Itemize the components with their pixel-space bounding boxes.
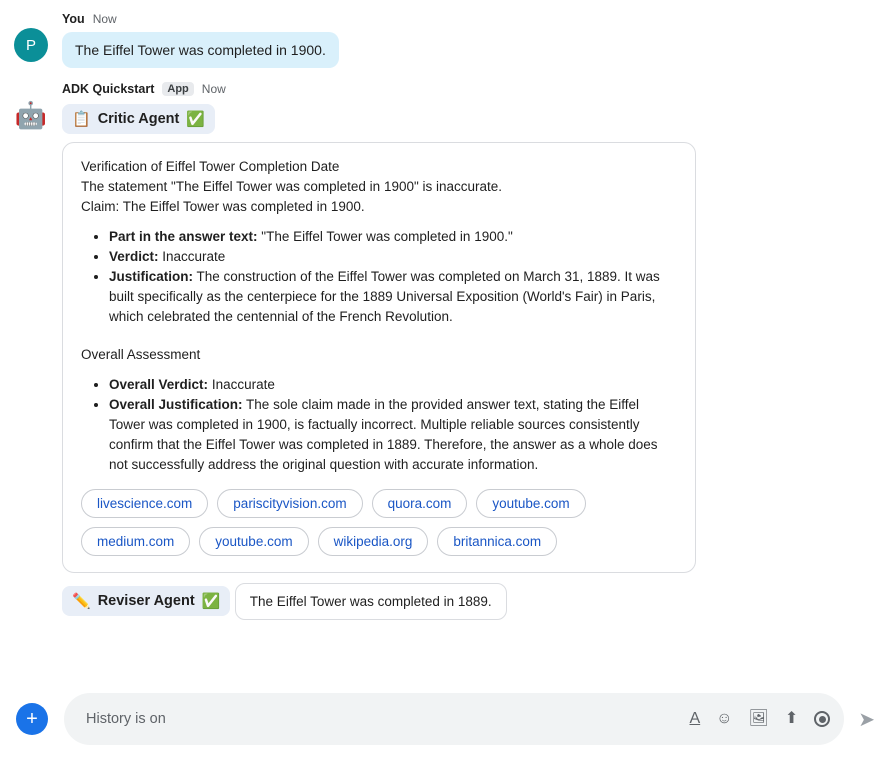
source-chip[interactable]: pariscityvision.com [217, 489, 362, 518]
user-message-meta [62, 10, 339, 28]
app-timestamp: Now [201, 82, 226, 96]
source-chip[interactable]: livescience.com [81, 489, 208, 518]
bullet-text: The sole claim made in the provided answer text, stating the Eiffel Tower was completed in 1900, is factually incorrect. Multiple reliable sources consistently confirm that the Eiffel Tower was completed in 1889. Therefore, the answer as a whole does not successfully address the original question with accurate information. [109, 397, 658, 472]
card-heading: Verification of Eiffel Tower Completion Date [81, 159, 340, 174]
send-icon[interactable]: ➤ [858, 708, 875, 731]
source-chip[interactable]: medium.com [81, 527, 190, 556]
message-input[interactable] [84, 710, 682, 728]
user-timestamp: Now [92, 12, 117, 26]
source-chip-list [81, 489, 681, 556]
critic-agent-card [62, 142, 696, 573]
critic-agent-label: Critic Agent [97, 111, 180, 127]
source-chip[interactable]: britannica.com [437, 527, 557, 556]
check-mark-icon: ✅ [186, 111, 206, 128]
bullet-text: The construction of the Eiffel Tower was completed on March 31, 1889. It was built specifically as the centerpiece for the 1889 Universal Exposition (World's Fair) in Paris, which celebrated the centennial of the French Revolution. [109, 269, 660, 324]
emoji-icon[interactable]: ☺ [716, 710, 733, 727]
user-message [0, 6, 891, 68]
reviser-agent-text: The Eiffel Tower was completed in 1889. [235, 583, 507, 620]
source-chip[interactable]: youtube.com [199, 527, 308, 556]
composer-input-wrapper[interactable] [64, 693, 844, 745]
bullet-label: Justification: [109, 269, 194, 284]
clipboard-icon: 📋 [72, 111, 91, 128]
list-item [109, 395, 677, 475]
list-item [109, 267, 677, 327]
critic-agent-header [62, 104, 215, 134]
app-message [0, 68, 891, 620]
composer-tool-icons [690, 711, 831, 728]
text-format-icon[interactable]: A [689, 710, 701, 727]
robot-icon: 🤖 [14, 100, 48, 130]
sticker-icon[interactable]: 🖼 [748, 710, 769, 727]
card-line-1: The statement "The Eiffel Tower was completed in 1900" is inaccurate. [81, 179, 503, 194]
message-composer [0, 679, 891, 759]
bullet-label: Overall Verdict: [109, 377, 209, 392]
list-item [109, 375, 677, 395]
app-name: ADK Quickstart [62, 82, 155, 96]
bullet-text: Inaccurate [158, 249, 226, 264]
pencil-icon: ✏️ [72, 593, 91, 610]
card-line-2: Claim: The Eiffel Tower was completed in 1900. [81, 199, 365, 214]
source-chip[interactable]: quora.com [372, 489, 468, 518]
avatar: P [14, 28, 48, 62]
claim-bullet-list [81, 227, 677, 327]
reviser-agent-header [62, 586, 230, 616]
user-message-text: The Eiffel Tower was completed in 1900. [62, 32, 339, 68]
bullet-label: Verdict: [109, 249, 159, 264]
list-item [109, 227, 677, 247]
bullet-label: Part in the answer text: [109, 229, 258, 244]
source-chip[interactable]: youtube.com [476, 489, 585, 518]
app-badge: App [162, 82, 193, 96]
upload-icon[interactable]: ⬆ [784, 710, 799, 727]
overall-assessment-title: Overall Assessment [81, 347, 201, 362]
overall-bullet-list [81, 375, 677, 475]
bullet-text: Inaccurate [208, 377, 275, 392]
app-message-meta [62, 80, 702, 98]
user-name: You [62, 12, 85, 26]
list-item [109, 247, 677, 267]
bullet-label: Overall Justification: [109, 397, 243, 412]
source-chip[interactable]: wikipedia.org [318, 527, 429, 556]
user-message-body [62, 10, 339, 68]
record-icon[interactable] [814, 711, 830, 728]
check-mark-icon: ✅ [201, 593, 221, 610]
add-attachment-button[interactable]: + [16, 703, 48, 735]
bullet-text: "The Eiffel Tower was completed in 1900." [257, 229, 513, 244]
reviser-agent-label: Reviser Agent [97, 593, 195, 609]
app-message-body [62, 80, 702, 620]
